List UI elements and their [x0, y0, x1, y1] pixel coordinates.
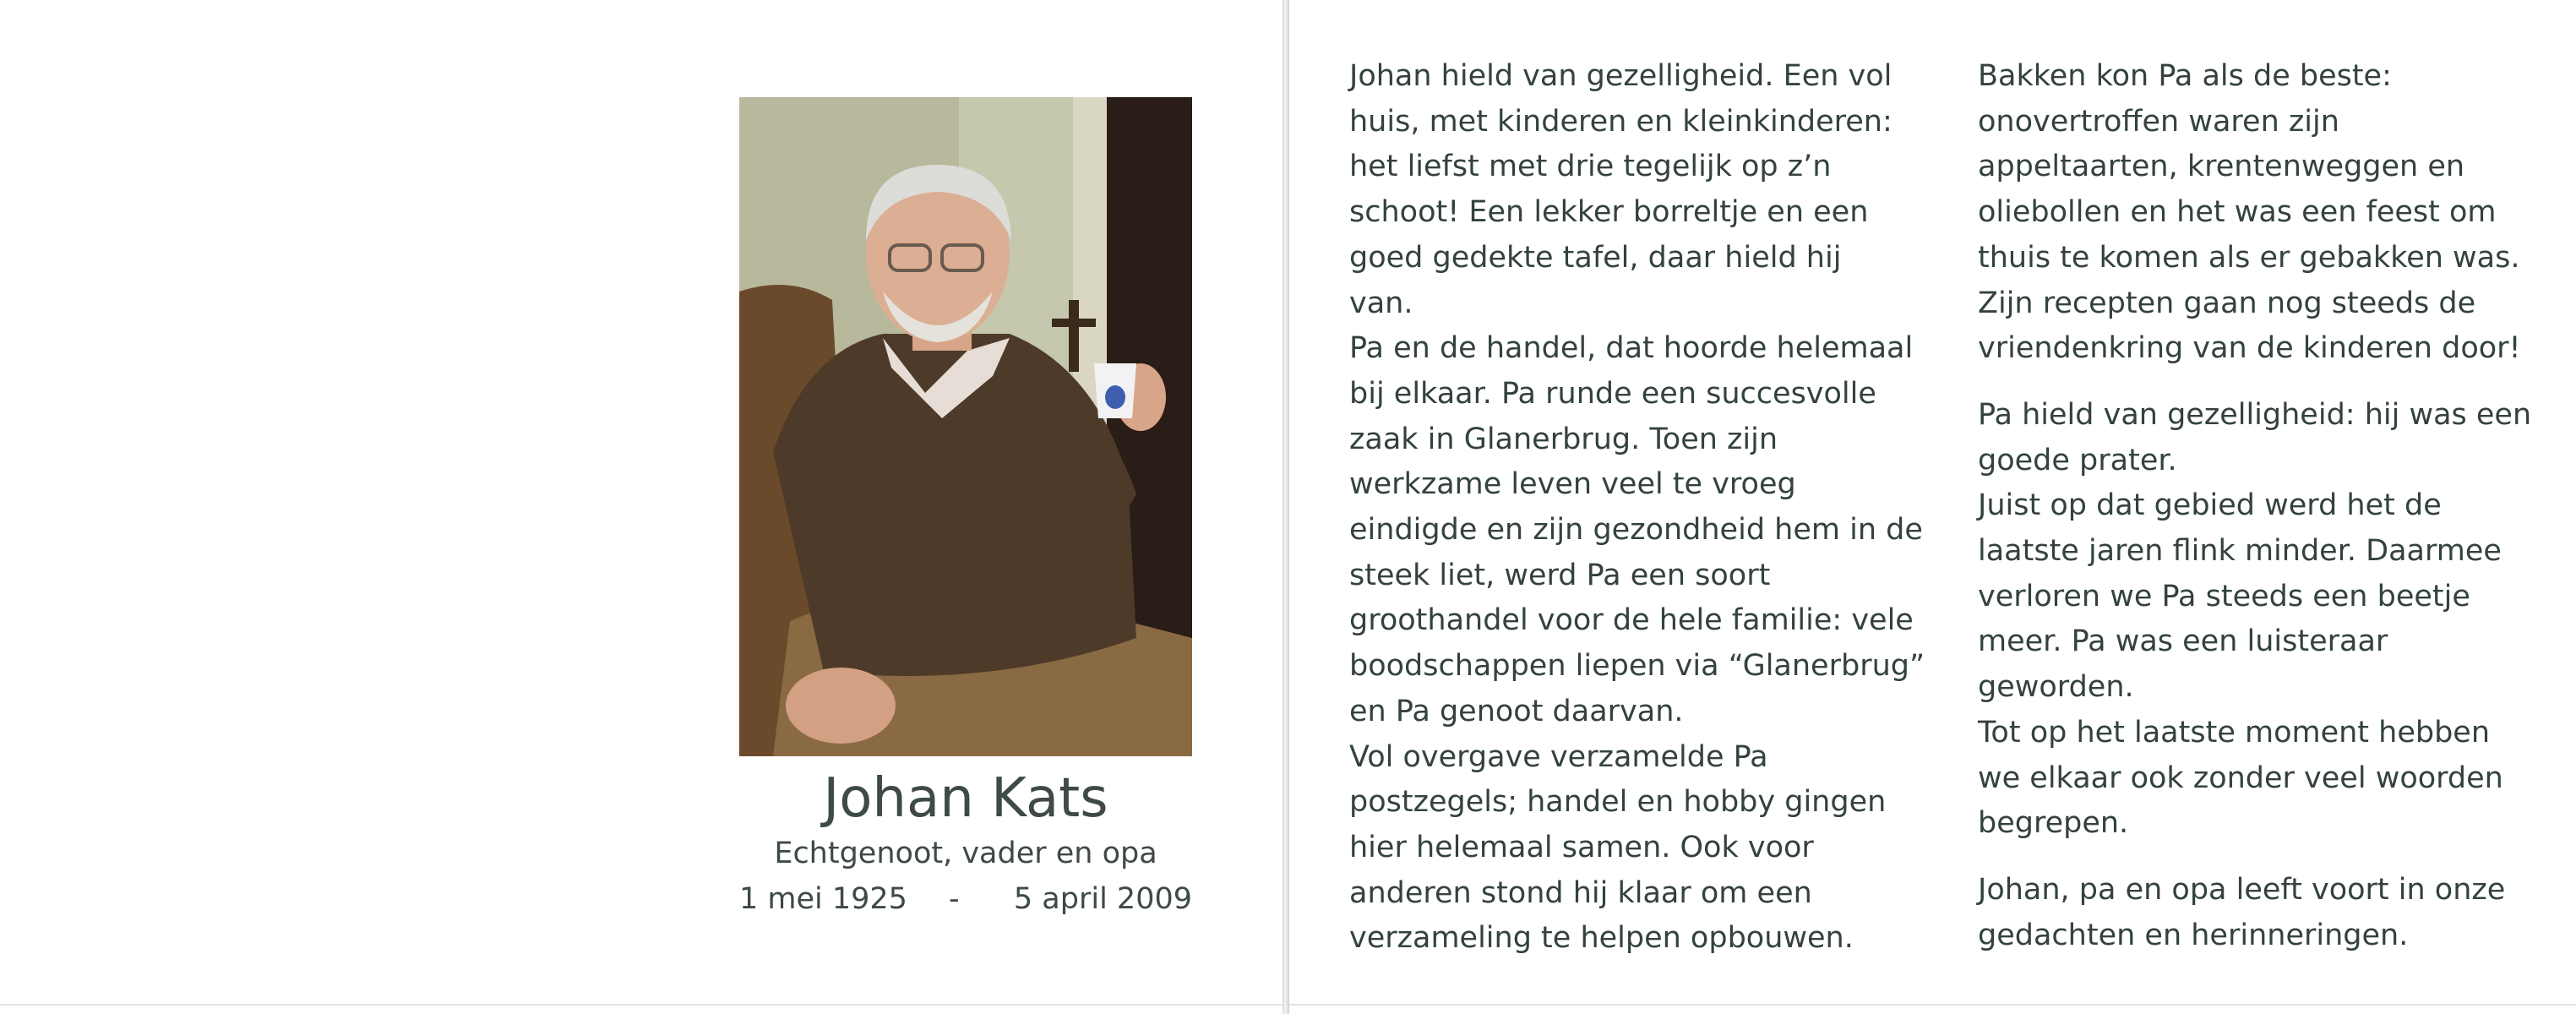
deceased-name: Johan Kats — [823, 767, 1108, 830]
text-line: verzameling te helpen opbouwen. — [1349, 921, 1854, 956]
text-line: groothandel voor de hele familie: vele — [1349, 603, 1914, 638]
text-line: oliebollen en het was een feest om — [1978, 195, 2497, 230]
text-line: steek liet, werd Pa een soort — [1349, 558, 1771, 592]
text-line: thuis te komen als er gebakken was. — [1978, 240, 2520, 275]
text-line: begrepen. — [1978, 806, 2129, 841]
text-line: postzegels; handel en hobby gingen — [1349, 785, 1887, 820]
text-line: werkzame leven veel te vroeg — [1349, 467, 1796, 502]
birth-date: 1 mei 1925 — [739, 882, 907, 916]
text-line: hier helemaal samen. Ook voor — [1349, 830, 1814, 864]
text-line: eindigde en zijn gezondheid hem in de — [1349, 513, 1923, 548]
date-separator: - — [949, 882, 960, 916]
text-line: verloren we Pa steeds een beetje — [1978, 579, 2470, 613]
text-line: Pa hield van gezelligheid: hij was een — [1978, 397, 2532, 432]
card-fold — [1283, 0, 1289, 1014]
memorial-text-left — [1349, 54, 1949, 962]
text-line: zaak in Glanerbrug. Toen zijn — [1349, 422, 1778, 456]
text-line: boodschappen liepen via “Glanerbrug” — [1349, 649, 1925, 684]
text-line: Juist op dat gebied werd het de — [1978, 488, 2442, 523]
text-line: het liefst met drie tegelijk op z’n — [1349, 150, 1832, 184]
text-line: goede prater. — [1978, 443, 2177, 477]
text-line: appeltaarten, krentenweggen en — [1978, 150, 2465, 184]
text-line: laatste jaren flink minder. Daarmee — [1978, 534, 2502, 569]
text-line: en Pa genoot daarvan. — [1349, 694, 1684, 728]
portrait-photo — [739, 97, 1192, 756]
text-line: Zijn recepten gaan nog steeds de — [1978, 286, 2476, 320]
text-line: goed gedekte tafel, daar hield hij — [1349, 240, 1842, 275]
memorial-text-right — [1978, 54, 2561, 958]
text-line: we elkaar ook zonder veel woorden — [1978, 760, 2503, 795]
text-line: huis, met kinderen en kleinkinderen: — [1349, 104, 1893, 139]
text-line: Vol overgave verzamelde Pa — [1349, 739, 1768, 774]
text-line: Johan, pa en opa leeft voort in onze — [1978, 872, 2506, 907]
text-line: geworden. — [1978, 670, 2134, 705]
text-line: Pa en de handel, dat hoorde helemaal — [1349, 331, 1914, 366]
text-line: Bakken kon Pa als de beste: — [1978, 59, 2392, 93]
text-line: meer. Pa was een luisteraar — [1978, 624, 2388, 659]
text-line: schoot! Een lekker borreltje en een — [1349, 195, 1869, 230]
text-line: vriendenkring van de kinderen door! — [1978, 331, 2521, 366]
text-line: gedachten en herinneringen. — [1978, 918, 2409, 952]
portrait-illustration — [739, 97, 1192, 756]
death-date: 5 april 2009 — [1013, 882, 1192, 916]
text-line: Johan hield van gezelligheid. Een vol — [1349, 59, 1893, 93]
text-line: Tot op het laatste moment hebben — [1978, 715, 2491, 750]
text-line: onovertroffen waren zijn — [1978, 104, 2339, 139]
text-line: van. — [1349, 286, 1413, 320]
left-page — [0, 0, 1283, 1006]
family-roles: Echtgenoot, vader en opa — [774, 837, 1157, 870]
text-line: bij elkaar. Pa runde een succesvolle — [1349, 376, 1876, 411]
text-line: anderen stond hij klaar om een — [1349, 875, 1812, 910]
